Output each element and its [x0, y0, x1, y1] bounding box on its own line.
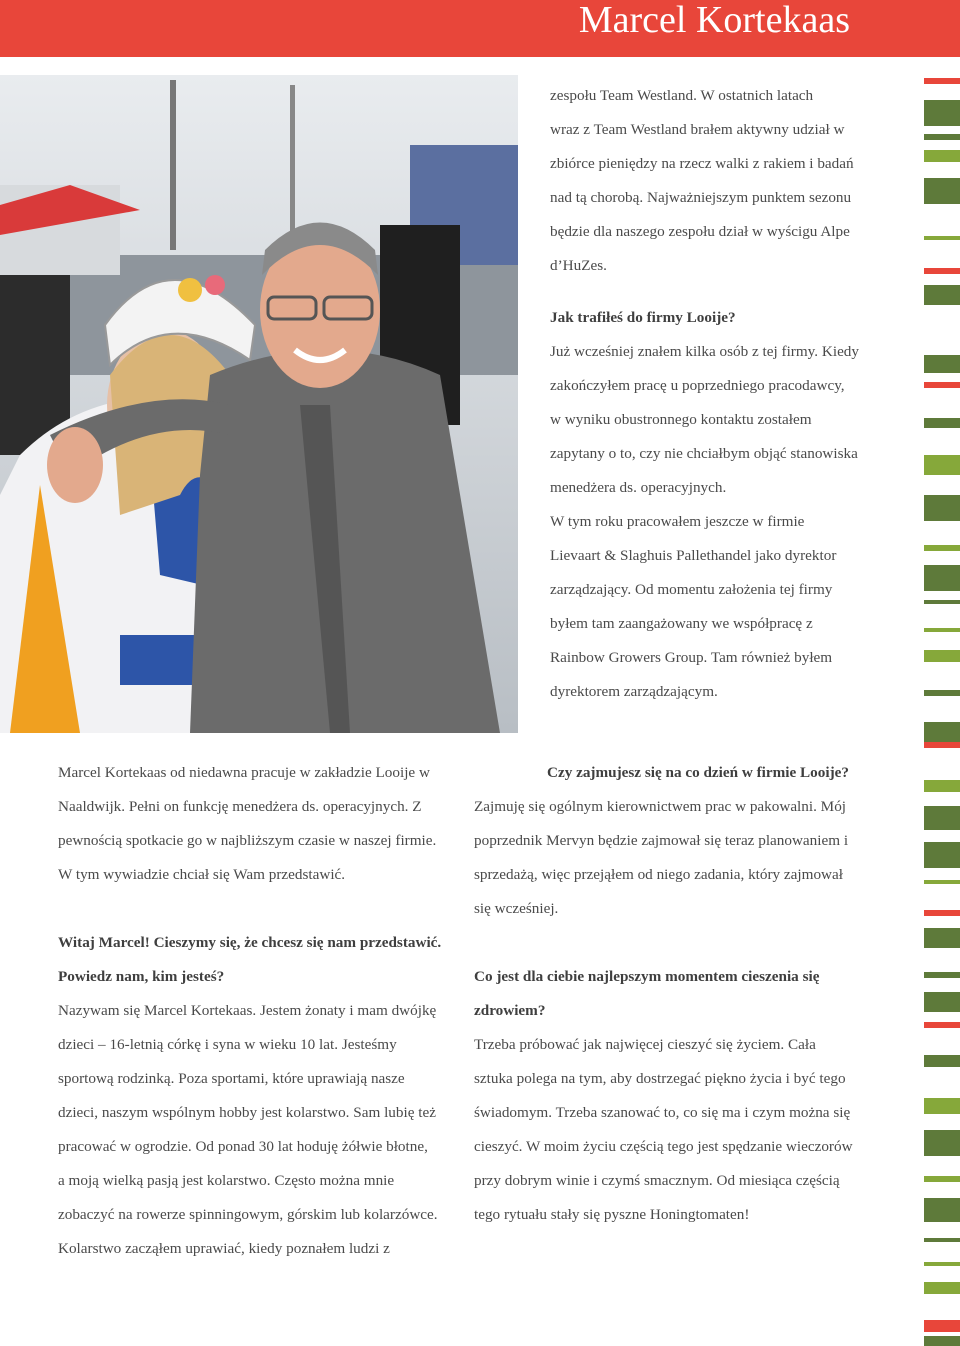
stripe: [924, 418, 960, 428]
question-heading: Czy zajmujesz się na co dzień w firmie Looije?: [547, 764, 849, 781]
answer-line: pracować w ogrodzie. Od ponad 30 lat hoduję żółwie błotne,: [58, 1138, 428, 1155]
spacer: [474, 926, 884, 960]
answer-line: zobaczyć na rowerze spinningowym, górskim lub kolarzówce.: [58, 1206, 438, 1223]
stripe: [924, 780, 960, 792]
answer-line: zakończyłem pracę u poprzedniego pracodawcy,: [550, 377, 845, 394]
stripe: [924, 565, 960, 591]
intro-continuation-line: będzie dla naszego zespołu dział w wyścigu Alpe: [550, 223, 850, 240]
intro-continuation-line: nad tą chorobą. Najważniejszym punktem sezonu: [550, 189, 852, 206]
page-title: Marcel Kortekaas: [578, 0, 850, 41]
stripe: [924, 1320, 960, 1332]
stripe: [924, 150, 960, 162]
stripe: [924, 742, 960, 748]
intro-line: Marcel Kortekaas od niedawna pracuje w zakładzie Looije w: [58, 764, 430, 781]
stripe: [924, 1176, 960, 1182]
answer-line: w wyniku obustronnego kontaktu zostałem: [550, 411, 812, 428]
stripe: [924, 1130, 960, 1156]
stripe: [924, 1282, 960, 1294]
stripe: [924, 992, 960, 1012]
answer-line: sportową rodzinką. Poza sportami, które uprawiają nasze: [58, 1070, 405, 1087]
stripe: [924, 690, 960, 696]
answer-line: się wcześniej.: [474, 900, 559, 917]
answer-line: poprzednik Mervyn będzie zajmował się teraz planowaniem i: [474, 832, 849, 849]
answer-line: przy dobrym winie i czymś smacznym. Od miesiąca częścią: [474, 1172, 840, 1189]
answer-line: Lievaart & Slaghuis Pallethandel jako dyrektor: [550, 547, 837, 564]
answer-line: Zajmuję się ogólnym kierownictwem prac w pakowalni. Mój: [474, 798, 847, 815]
stripe: [924, 1238, 960, 1242]
left-column-bottom: [58, 756, 458, 1266]
intro-continuation-line: zbiórce pieniędzy na rzecz walki z rakiem i badań: [550, 155, 854, 172]
intro-line: pewnością spotkacie go w najbliższym czasie w naszej firmie.: [58, 832, 437, 849]
stripe: [924, 1262, 960, 1266]
answer-line: Już wcześniej znałem kilka osób z tej firmy. Kiedy: [550, 343, 859, 360]
stripe: [924, 355, 960, 373]
stripe: [924, 1098, 960, 1114]
stripe: [924, 806, 960, 830]
answer-line: tego rytuału stały się pyszne Honingtomaten!: [474, 1206, 750, 1223]
answer-line: menedżera ds. operacyjnych.: [550, 479, 727, 496]
answer-line: sztuka polega na tym, aby dostrzegać piękno życia i być tego: [474, 1070, 846, 1087]
header-bar: [0, 0, 960, 57]
intro-continuation-line: wraz z Team Westland brałem aktywny udział w: [550, 121, 845, 138]
stripe: [924, 1022, 960, 1028]
stripe: [924, 178, 960, 204]
stripe: [924, 628, 960, 632]
question-heading: Powiedz nam, kim jesteś?: [58, 968, 225, 985]
answer-line: a moją wielką pasją jest kolarstwo. Często można mnie: [58, 1172, 395, 1189]
stripe: [924, 545, 960, 551]
question-heading: Co jest dla ciebie najlepszym momentem cieszenia się: [474, 968, 820, 985]
answer-line: byłem tam zaangażowany we współpracę z: [550, 615, 813, 632]
answer-line: Rainbow Growers Group. Tam również byłem: [550, 649, 833, 666]
intro-continuation-line: d’HuZes.: [550, 257, 607, 274]
stripe: [924, 78, 960, 84]
answer-line: W tym roku pracowałem jeszcze w firmie: [550, 513, 805, 530]
stripe: [924, 1055, 960, 1067]
answer-line: Kolarstwo zacząłem uprawiać, kiedy poznałem ludzi z: [58, 1240, 390, 1257]
question-heading: zdrowiem?: [474, 1002, 546, 1019]
stripe: [924, 910, 960, 916]
stripe: [924, 972, 960, 978]
stripe: [924, 495, 960, 521]
stripe: [924, 100, 960, 126]
intro-line: Naaldwijk. Pełni on funkcję menedżera ds. operacyjnych. Z: [58, 798, 422, 815]
question-heading: Jak trafiłeś do firmy Looije?: [550, 309, 736, 326]
stripe: [924, 382, 960, 388]
decorative-stripes: [924, 0, 960, 1346]
intro-continuation-line: zespołu Team Westland. W ostatnich latach: [550, 87, 814, 104]
stripe: [924, 722, 960, 742]
spacer: [58, 892, 458, 926]
stripe: [924, 236, 960, 240]
answer-line: cieszyć. W moim życiu częścią tego jest spędzanie wieczorów: [474, 1138, 853, 1155]
answer-line: dyrektorem zarządzającym.: [550, 683, 718, 700]
right-column-top: [550, 79, 880, 709]
stripe: [924, 134, 960, 140]
stripe: [924, 285, 960, 305]
stripe: [924, 1336, 960, 1346]
answer-line: dzieci – 16-letnią córkę i syna w wieku 10 lat. Jesteśmy: [58, 1036, 397, 1053]
intro-line: W tym wywiadzie chciał się Wam przedstawić.: [58, 866, 346, 883]
stripe: [924, 1198, 960, 1222]
stripe: [924, 928, 960, 948]
stripe: [924, 842, 960, 868]
stripe: [924, 455, 960, 475]
portrait-photo: [0, 75, 518, 733]
portrait-photo-icon: [0, 75, 518, 733]
stripe: [924, 268, 960, 274]
answer-line: dzieci, naszym wspólnym hobby jest kolarstwo. Sam lubię też: [58, 1104, 436, 1121]
answer-line: sprzedażą, więc przejąłem od niego zadania, który zajmował: [474, 866, 843, 883]
answer-line: Nazywam się Marcel Kortekaas. Jestem żonaty i mam dwójkę: [58, 1002, 437, 1019]
stripe: [924, 600, 960, 604]
answer-line: Trzeba próbować jak najwięcej cieszyć się życiem. Cała: [474, 1036, 816, 1053]
answer-line: zarządzający. Od momentu założenia tej firmy: [550, 581, 833, 598]
stripe: [924, 880, 960, 884]
right-column-bottom: [474, 756, 884, 1232]
answer-line: świadomym. Trzeba szanować to, co się ma i czym można się: [474, 1104, 851, 1121]
stripe: [924, 650, 960, 662]
question-heading: Witaj Marcel! Cieszymy się, że chcesz się nam przedstawić.: [58, 934, 442, 951]
answer-line: zapytany o to, czy nie chciałbym objąć stanowiska: [550, 445, 858, 462]
